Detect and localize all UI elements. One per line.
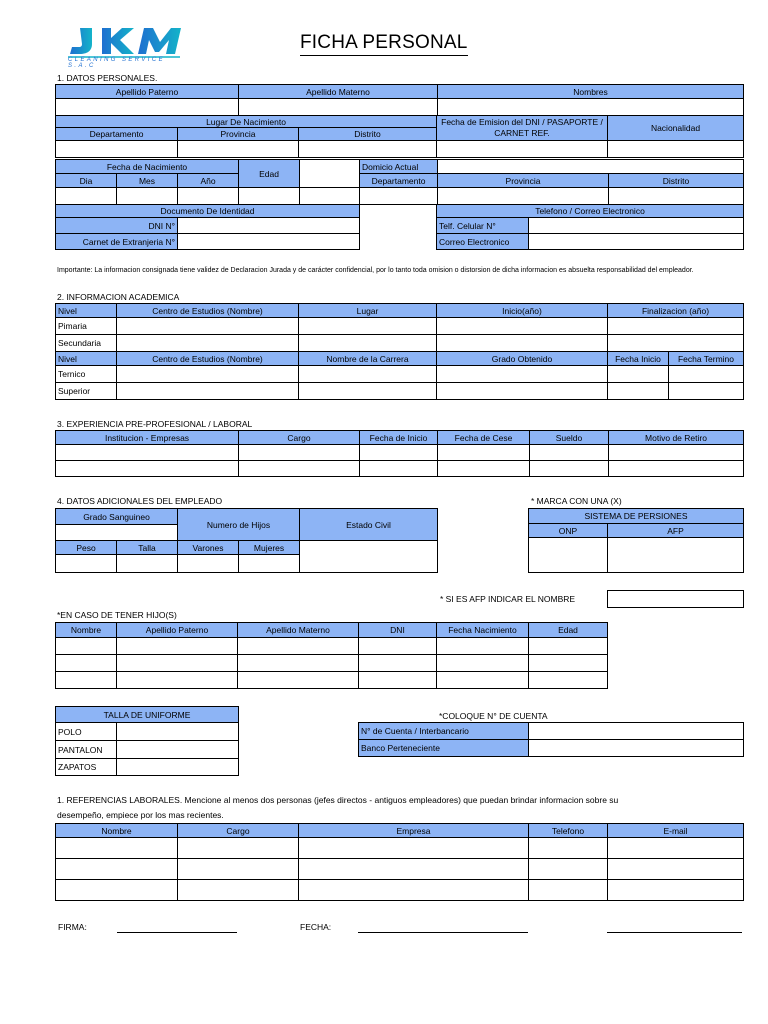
hijo-cell[interactable] [359,655,437,672]
addr-distrito-header: Distrito [609,174,744,188]
pantalon-input[interactable] [117,741,239,759]
grado-sanguineo-header: Grado Sanguineo [56,509,178,525]
superior-grado-input[interactable] [437,383,608,400]
estado-civil-header: Estado Civil [300,509,438,541]
apellido-materno-input[interactable] [239,99,438,116]
afp-nombre-input[interactable] [607,590,744,608]
table-row [56,838,744,859]
exp-col-sueldo: Sueldo [530,431,609,445]
section-1-heading: 1. DATOS PERSONALES. [57,73,158,83]
ref-col-empresa: Empresa [299,824,529,838]
birth-provincia-input[interactable] [178,141,299,158]
dni-label: DNI N° [56,218,178,234]
varones-input[interactable] [178,555,239,573]
table-row [56,445,744,461]
secundaria-lugar-input[interactable] [299,335,437,352]
additional-data-table [55,508,438,573]
pension-system-table [528,508,744,573]
referencias-heading: 1. REFERENCIAS LABORALES. Mencione al menos dos personas (jefes directos - antiguos empleadores) que puedan brindar informacion sobre su [57,795,619,805]
nivel-header-2: Nivel [56,352,117,366]
tecnico-label: Ternico [56,366,117,383]
uniforme-header: TALLA DE UNIFORME [56,707,239,723]
tecnico-termino-input[interactable] [669,366,744,383]
ref-cell[interactable] [608,838,744,859]
ref-cell[interactable] [608,859,744,880]
polo-input[interactable] [117,723,239,741]
primaria-centro-input[interactable] [117,318,299,335]
hijo-cell[interactable] [117,672,238,689]
sistema-pensiones-header: SISTEMA DE PERSIONES [529,509,744,524]
cuenta-numero-label: N° de Cuenta / Interbancario [359,723,529,740]
ref-col-nombre: Nombre [56,824,178,838]
ref-cell[interactable] [299,838,529,859]
mes-input[interactable] [117,188,178,205]
edad-spacer-2 [300,188,360,205]
fecha-nacimiento-header: Fecha de Nacimiento [56,160,239,174]
telf-celular-label: Telf. Celular N° [437,218,529,234]
hijo-cell[interactable] [437,638,529,655]
primaria-fin-input[interactable] [608,318,744,335]
referencias-heading-2: desempeño, empiece por los mas recientes. [57,810,224,820]
identity-doc-table [55,204,360,250]
ref-cell[interactable] [56,838,178,859]
hijos-col-apellido-paterno: Apellido Paterno [117,623,238,638]
grado-header: Grado Obtenido [437,352,608,366]
exp-col-motivo: Motivo de Retiro [609,431,744,445]
exp-cell[interactable] [360,461,438,477]
hijo-cell[interactable] [56,638,117,655]
exp-col-fecha-inicio: Fecha de Inicio [360,431,438,445]
mujeres-input[interactable] [239,555,300,573]
secundaria-label: Secundaria [56,335,117,352]
ref-cell[interactable] [608,880,744,901]
hijos-col-nombre: Nombre [56,623,117,638]
hijo-cell[interactable] [56,672,117,689]
lugar-nacimiento-header: Lugar De Nacimiento [56,116,437,128]
hijo-cell[interactable] [117,655,238,672]
hijo-cell[interactable] [437,655,529,672]
nacionalidad-header: Nacionalidad [608,116,744,141]
afp-header: AFP [608,524,744,538]
contact-table [436,204,744,250]
exp-cell[interactable] [530,461,609,477]
hijo-cell[interactable] [437,672,529,689]
estado-civil-input[interactable] [300,541,438,573]
banco-label: Banco Perteneciente [359,740,529,757]
pantalon-label: PANTALON [56,741,117,759]
exp-cell[interactable] [360,445,438,461]
col-nombres: Nombres [438,85,744,99]
hijo-cell[interactable] [238,655,359,672]
dia-header: Dia [56,174,117,188]
cuenta-heading: *COLOQUE N° DE CUENTA [439,711,548,721]
distrito-header: Distrito [299,128,437,141]
exp-cell[interactable] [438,461,530,477]
primaria-inicio-input[interactable] [437,318,608,335]
lugar-header: Lugar [299,304,437,318]
onp-header: ONP [529,524,608,538]
correo-input[interactable] [529,234,744,250]
superior-inicio-input[interactable] [608,383,669,400]
ref-cell[interactable] [178,838,299,859]
table-row [56,461,744,477]
carnet-label: Carnet de Extranjeria N° [56,234,178,250]
ref-col-email: E-mail [608,824,744,838]
hijos-col-dni: DNI [359,623,437,638]
exp-cell[interactable] [56,461,239,477]
mujeres-header: Mujeres [239,541,300,555]
ref-cell[interactable] [529,838,608,859]
children-table [55,622,608,689]
addr-departamento-header: Departamento [360,174,438,188]
nacionalidad-input[interactable] [608,141,744,158]
firma-label: FIRMA: [58,922,87,932]
domicilio-input[interactable] [438,160,744,174]
peso-header: Peso [56,541,117,555]
dni-input[interactable] [178,218,360,234]
provincia-header: Provincia [178,128,299,141]
primaria-lugar-input[interactable] [299,318,437,335]
documento-identidad-header: Documento De Identidad [56,205,360,218]
edad-spacer [239,188,300,205]
firma-line[interactable] [117,932,237,933]
section-4-heading: 4. DATOS ADICIONALES DEL EMPLEADO [57,496,223,506]
extra-signature-line[interactable] [607,932,742,933]
afp-nombre-label: * SI ES AFP INDICAR EL NOMBRE [440,594,576,604]
ref-cell[interactable] [529,859,608,880]
zapatos-label: ZAPATOS [56,759,117,776]
hijos-heading: *EN CASO DE TENER HIJO(S) [57,610,177,620]
onp-checkbox[interactable] [529,538,608,573]
secundaria-centro-input[interactable] [117,335,299,352]
tecnico-carrera-input[interactable] [299,366,437,383]
company-logo [66,24,196,69]
exp-cell[interactable] [609,461,744,477]
fecha-termino-header: Fecha Termino [669,352,744,366]
bank-account-table [358,722,744,757]
edad-header: Edad [239,160,300,188]
mes-header: Mes [117,174,178,188]
hijo-cell[interactable] [529,638,608,655]
superior-termino-input[interactable] [669,383,744,400]
carnet-input[interactable] [178,234,360,250]
exp-cell[interactable] [239,461,360,477]
exp-col-cargo: Cargo [239,431,360,445]
section-2-heading: 2. INFORMACION ACADEMICA [57,292,180,302]
exp-cell[interactable] [438,445,530,461]
ref-cell[interactable] [299,880,529,901]
academic-table [55,303,744,400]
hijos-col-edad: Edad [529,623,608,638]
domicilio-header: Domicio Actual [360,160,438,174]
hijos-col-fecha-nacimiento: Fecha Nacimiento [437,623,529,638]
ref-cell[interactable] [529,880,608,901]
banco-input[interactable] [529,740,744,757]
experience-table [55,430,744,477]
logo-subtitle: CLEANING SERVICE S.A.C [68,57,165,69]
hijo-cell[interactable] [56,655,117,672]
col-apellido-paterno: Apellido Paterno [56,85,239,99]
centro-header: Centro de Estudios (Nombre) [117,304,299,318]
departamento-header: Departamento [56,128,178,141]
secundaria-fin-input[interactable] [608,335,744,352]
exp-col-institucion: Institucion - Empresas [56,431,239,445]
cuenta-numero-input[interactable] [529,723,744,740]
addr-departamento-input[interactable] [360,188,438,205]
birthplace-table [55,115,744,158]
ref-cell[interactable] [178,880,299,901]
hijo-cell[interactable] [359,672,437,689]
hijos-col-apellido-materno: Apellido Materno [238,623,359,638]
superior-label: Superior [56,383,117,400]
references-table [55,823,744,901]
ref-cell[interactable] [56,859,178,880]
ref-col-telefono: Telefono [529,824,608,838]
peso-input[interactable] [56,555,117,573]
table-row [56,655,608,672]
fecha-label: FECHA: [300,922,332,932]
section-3-heading: 3. EXPERIENCIA PRE-PROFESIONAL / LABORAL [57,419,253,429]
anio-input[interactable] [178,188,239,205]
importante-note: Importante: La informacion consignada tiene validez de Declaracion Jurada y de carácter confidencial, por lo tanto toda omision o distorsion de dicha informacion es absuelta responsabilidad del empleador. [57,267,694,274]
personal-data-table-top [55,84,744,116]
talla-input[interactable] [117,555,178,573]
centro-header-2: Centro de Estudios (Nombre) [117,352,299,366]
tecnico-inicio-input[interactable] [608,366,669,383]
table-row [56,672,608,689]
exp-col-fecha-cese: Fecha de Cese [438,431,530,445]
hijo-cell[interactable] [529,655,608,672]
col-apellido-materno: Apellido Materno [239,85,438,99]
finalizacion-header: Finalizacion (año) [608,304,744,318]
zapatos-input[interactable] [117,759,239,776]
hijo-cell[interactable] [238,672,359,689]
addr-provincia-header: Provincia [438,174,609,188]
exp-cell[interactable] [530,445,609,461]
polo-label: POLO [56,723,117,741]
marca-note: * MARCA CON UNA (X) [531,496,622,506]
fecha-line[interactable] [358,932,528,933]
carrera-header: Nombre de la Carrera [299,352,437,366]
ref-cell[interactable] [56,880,178,901]
secundaria-inicio-input[interactable] [437,335,608,352]
table-row [56,638,608,655]
dia-input[interactable] [56,188,117,205]
nombres-input[interactable] [438,99,744,116]
birthdate-address-table [55,159,744,205]
hijo-cell[interactable] [359,638,437,655]
ref-col-cargo: Cargo [178,824,299,838]
inicio-header: Inicio(año) [437,304,608,318]
exp-cell[interactable] [609,445,744,461]
tecnico-centro-input[interactable] [117,366,299,383]
talla-header: Talla [117,541,178,555]
varones-header: Varones [178,541,239,555]
superior-carrera-input[interactable] [299,383,437,400]
ref-cell[interactable] [178,859,299,880]
nivel-header: Nivel [56,304,117,318]
superior-centro-input[interactable] [117,383,299,400]
uniform-table [55,706,239,776]
hijo-cell[interactable] [529,672,608,689]
table-row [56,859,744,880]
tecnico-grado-input[interactable] [437,366,608,383]
addr-provincia-input[interactable] [438,188,609,205]
apellido-paterno-input[interactable] [56,99,239,116]
hijo-cell[interactable] [117,638,238,655]
grado-sanguineo-input[interactable] [56,525,178,541]
primaria-label: Pimaria [56,318,117,335]
birth-departamento-input[interactable] [56,141,178,158]
telf-celular-input[interactable] [529,218,744,234]
exp-cell[interactable] [56,445,239,461]
page-title: FICHA PERSONAL [300,32,468,56]
telefono-correo-header: Telefono / Correo Electronico [437,205,744,218]
birth-distrito-input[interactable] [299,141,437,158]
afp-checkbox[interactable] [608,538,744,573]
addr-distrito-input[interactable] [609,188,744,205]
ref-cell[interactable] [299,859,529,880]
anio-header: Año [178,174,239,188]
fecha-inicio-header: Fecha Inicio [608,352,669,366]
fecha-emision-header: Fecha de Emision del DNI / PASAPORTE / CARNET REF. [437,116,608,141]
hijo-cell[interactable] [238,638,359,655]
numero-hijos-header: Numero de Hijos [178,509,300,541]
correo-label: Correo Electronico [437,234,529,250]
table-row [56,880,744,901]
fecha-emision-input[interactable] [437,141,608,158]
edad-input[interactable] [300,160,360,188]
exp-cell[interactable] [239,445,360,461]
